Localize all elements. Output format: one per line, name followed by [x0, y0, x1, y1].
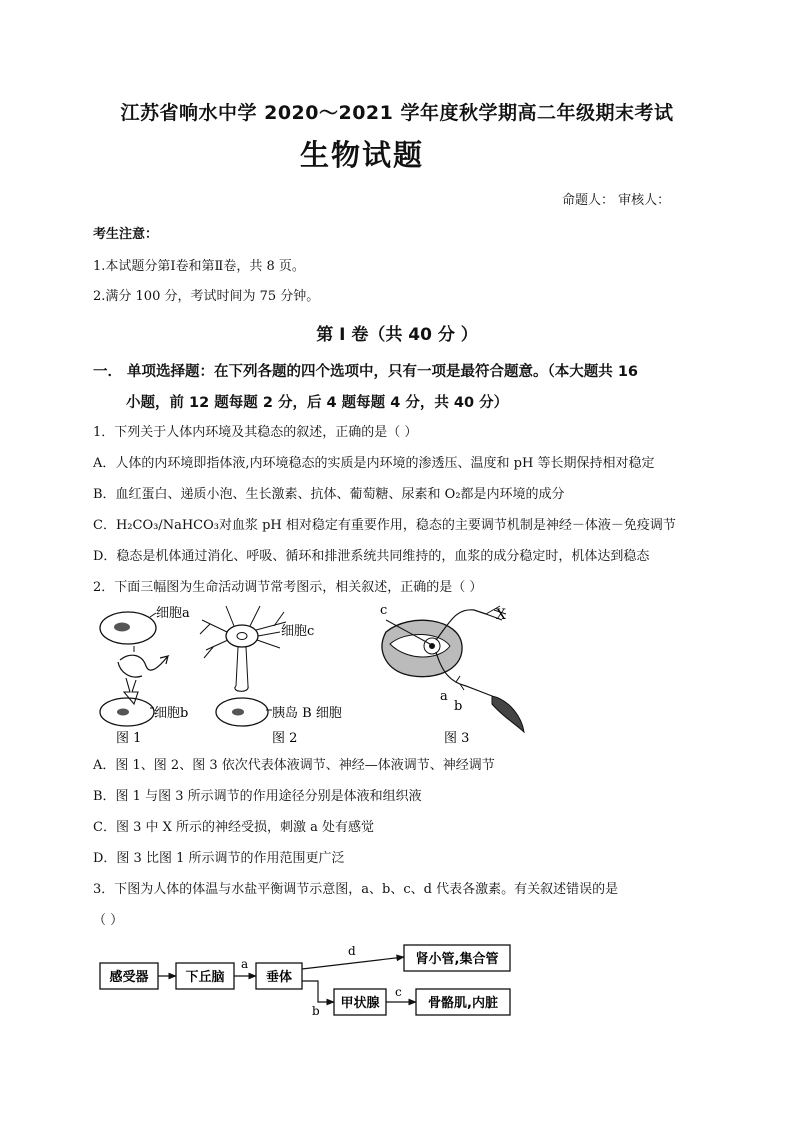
subject-title: 生物试题	[300, 138, 425, 172]
label-fig3-b: b	[454, 699, 463, 714]
q1-option-c: C．H₂CO₃/NaHCO₃对血浆 pH 相对稳定有重要作用，稳态的主要调节机制是神经－体液－免疫调节	[93, 518, 676, 533]
q2-option-a: A．图 1、图 2、图 3 依次代表体液调节、神经—体液调节、神经调节	[93, 758, 495, 773]
label-d: d	[348, 944, 356, 958]
flow-box-kidney-tubule	[404, 945, 510, 971]
arrow-hormone-b	[302, 981, 334, 1002]
q2-figure	[90, 600, 550, 750]
q3-flow-diagram	[90, 935, 530, 1025]
q3-stem-cont: （ ）	[93, 913, 124, 928]
flow-box-muscle-viscera	[416, 989, 510, 1015]
figure3-reflex-arc	[380, 603, 524, 746]
q1-option-b: B．血红蛋白、递质小泡、生长激素、抗体、葡萄糖、尿素和 O₂都是内环境的成分	[93, 487, 565, 502]
label-fig3-a: a	[440, 689, 448, 704]
section-instruction-line1: 一． 单项选择题：在下列各题的四个选项中，只有一项是最符合题意。（本大题共 16	[93, 364, 639, 380]
svg-text:甲状腺: 甲状腺	[340, 996, 380, 1011]
caption-fig1: 图 1	[116, 731, 142, 746]
arrow-hormone-d	[302, 957, 404, 969]
notice-item: 1.本试题分第Ⅰ卷和第Ⅱ卷，共 8 页。	[93, 259, 305, 274]
authors-line: 命题人： 审核人：	[562, 193, 671, 208]
svg-text:垂体: 垂体	[265, 970, 293, 985]
part1-title: 第 Ⅰ 卷（共 40 分 ）	[316, 325, 478, 345]
label-cell-c: 细胞c	[281, 624, 315, 639]
label-cell-a: 细胞a	[156, 606, 190, 621]
q2-option-c: C．图 3 中 X 所示的神经受损，刺激 a 处有感觉	[93, 820, 375, 835]
q3-stem: 3．下图为人体的体温与水盐平衡调节示意图，a、b、c、d 代表各激素。有关叙述错误的是	[93, 882, 619, 897]
flow-box-hypothalamus	[176, 963, 234, 989]
svg-text:肾小管,集合管: 肾小管,集合管	[415, 952, 499, 967]
label-b: b	[312, 1004, 320, 1018]
notice-item: 2.满分 100 分，考试时间为 75 分钟。	[93, 289, 320, 304]
q2-stem: 2．下面三幅图为生命活动调节常考图示，相关叙述，正确的是（ ）	[93, 580, 483, 595]
flow-box-thyroid	[334, 989, 386, 1015]
q2-option-b: B．图 1 与图 3 所示调节的作用途径分别是体液和组织液	[93, 789, 422, 804]
svg-text:骨骼肌,内脏: 骨骼肌,内脏	[428, 996, 498, 1011]
svg-text:下丘脑: 下丘脑	[185, 970, 225, 985]
flow-box-pituitary	[256, 963, 302, 989]
label-fig3-c: c	[380, 603, 388, 618]
notice-heading: 考生注意：	[93, 227, 159, 242]
q1-option-d: D．稳态是机体通过消化、呼吸、循环和排泄系统共同维持的，血浆的成分稳定时，机体达到稳态	[93, 549, 650, 564]
figure1-endocrine	[100, 606, 190, 746]
label-islet-b-cell: 胰岛 B 细胞	[272, 706, 342, 721]
label-c: c	[395, 985, 402, 999]
caption-fig3: 图 3	[444, 731, 470, 746]
label-cell-b: 细胞b	[154, 706, 189, 721]
caption-fig2: 图 2	[272, 731, 298, 746]
exam-title: 江苏省响水中学 2020～2021 学年度秋学期高二年级期末考试	[120, 102, 674, 124]
q1-stem: 1．下列关于人体内环境及其稳态的叙述，正确的是（ ）	[93, 425, 418, 440]
q2-option-d: D．图 3 比图 1 所示调节的作用范围更广泛	[93, 851, 345, 866]
flow-box-receptor	[100, 963, 158, 989]
svg-text:感受器: 感受器	[109, 970, 149, 985]
section-instruction-line2: 小题，前 12 题每题 2 分，后 4 题每题 4 分，共 40 分）	[126, 395, 509, 411]
figure2-neuroendocrine	[200, 606, 342, 746]
q1-option-a: A．人体的内环境即指体液,内环境稳态的实质是内环境的渗透压、温度和 pH 等长期保持相对稳定	[93, 456, 655, 471]
label-fig3-x: X	[496, 607, 506, 623]
label-a: a	[241, 957, 249, 971]
